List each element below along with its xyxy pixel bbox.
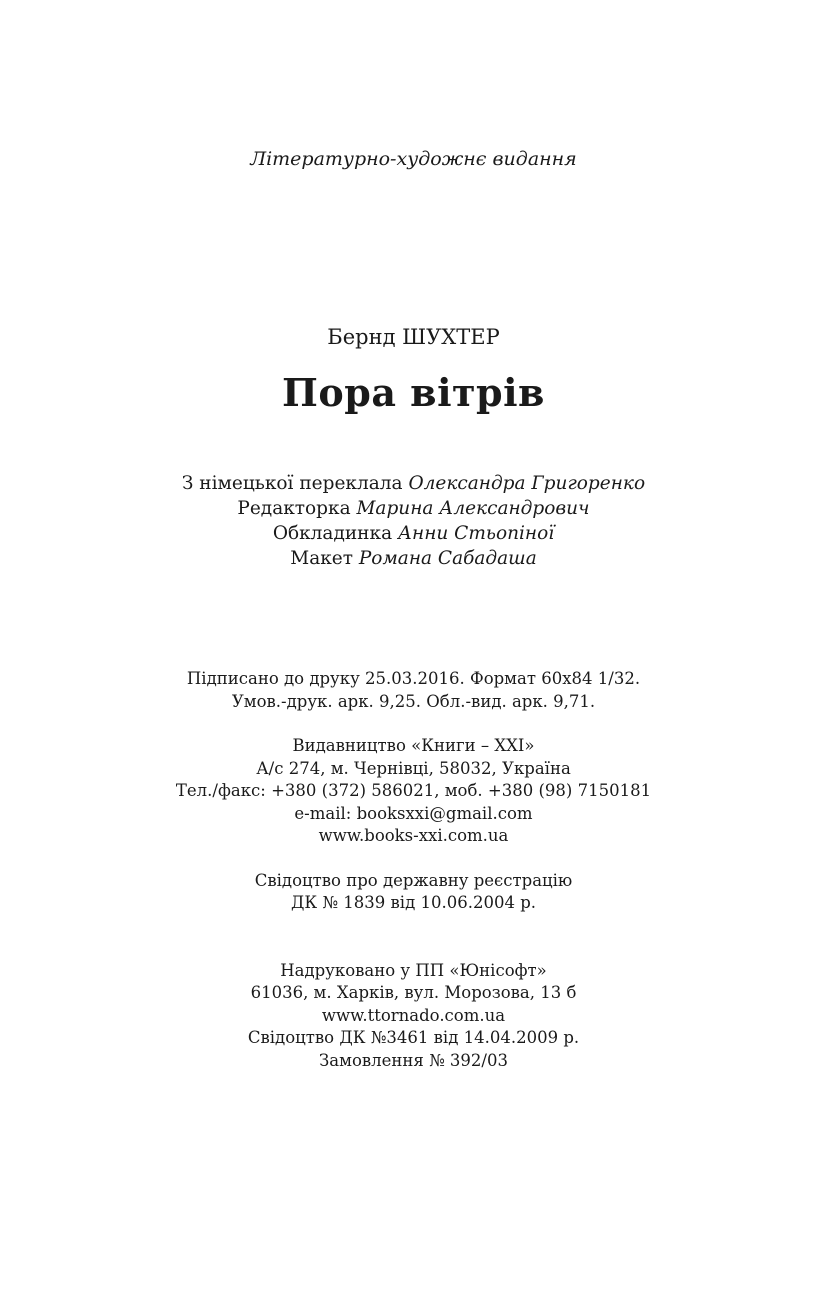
credit-editor: Редакторка Марина Александрович (237, 498, 590, 519)
credits-block (0, 471, 827, 571)
credit-layout: Макет Романа Сабадаша (290, 548, 537, 569)
printer-line: Замовлення № 392/03 (319, 1050, 508, 1070)
publisher-line: Тел./факс: +380 (372) 586021, моб. +380 (98) 7150181 (175, 781, 652, 800)
publisher-line: А/с 274, м. Чернівці, 58032, Україна (256, 758, 571, 778)
printer-line: Свідоцтво ДК №3461 від 14.04.2009 р. (247, 1028, 580, 1047)
publisher-line: e-mail: booksxxi@gmail.com (294, 803, 533, 823)
author-name: Бернд ШУХТЕР (327, 325, 500, 349)
registration-info (0, 870, 827, 915)
publisher-line: Видавництво «Книги – XXI» (292, 736, 535, 755)
book-title: Пора вітрів (282, 370, 545, 415)
printer-line: Надруковано у ПП «Юнісофт» (280, 960, 547, 980)
imprint-block (0, 668, 827, 1072)
registration-line: ДК № 1839 від 10.06.2004 р. (290, 893, 537, 912)
credit-cover: Обкладинка Анни Стьопіної (272, 523, 555, 544)
credit-translator: З німецької переклала Олександра Григоренко (181, 473, 646, 494)
publisher-line: www.books-xxi.com.ua (318, 826, 509, 845)
publisher-info (0, 735, 827, 848)
registration-line: Свідоцтво про державну реєстрацію (254, 870, 573, 890)
print-info-line: Підписано до друку 25.03.2016. Формат 60x84 1/32. (186, 669, 641, 688)
genre-label: Літературно-художнє видання (250, 148, 577, 170)
printer-line: 61036, м. Харків, вул. Морозова, 13 б (250, 983, 577, 1002)
printer-line: www.ttornado.com.ua (321, 1005, 506, 1025)
print-info-line: Умов.-друк. арк. 9,25. Обл.-вид. арк. 9,71. (231, 691, 596, 711)
printer-info (0, 960, 827, 1073)
print-info (0, 668, 827, 713)
